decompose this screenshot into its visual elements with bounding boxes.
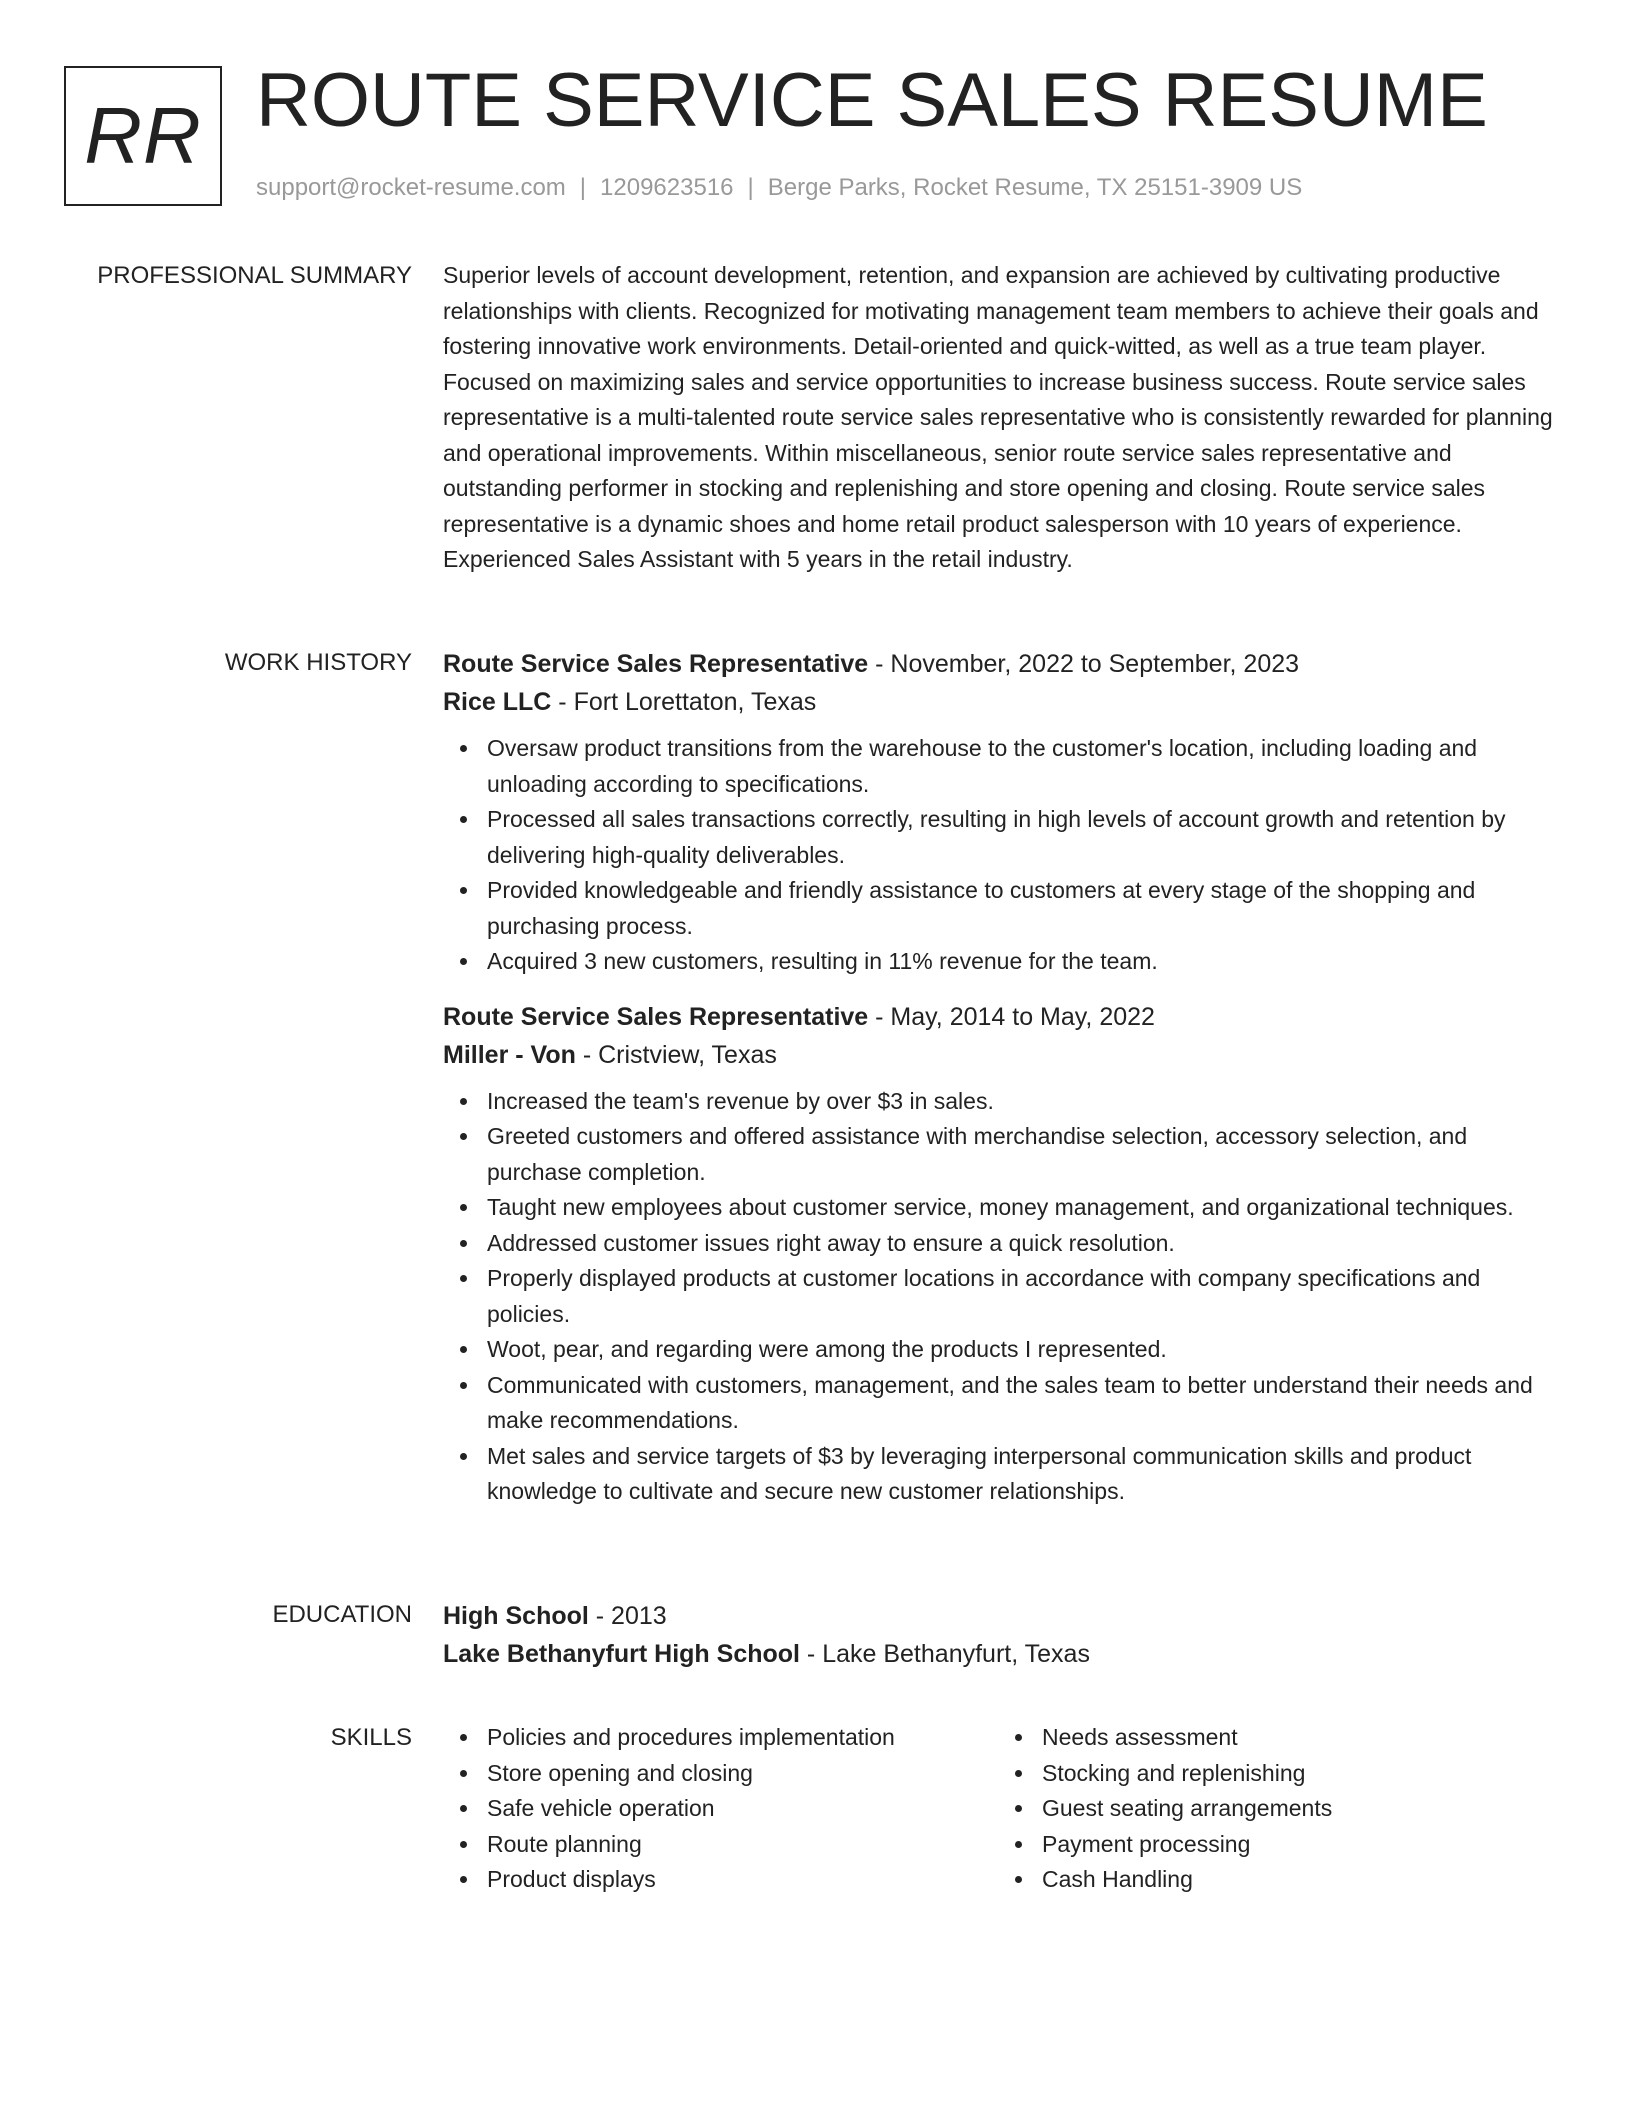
contact-phone: 1209623516 — [600, 174, 734, 201]
education-degree-line — [443, 1597, 1553, 1635]
list-item: Properly displayed products at customer locations in accordance with company specifications and policies. — [487, 1261, 1553, 1332]
job-company-line — [443, 683, 1553, 721]
job-company-line — [443, 1036, 1553, 1074]
education-location: - Lake Bethanyfurt, Texas — [799, 1640, 1090, 1668]
job-title: Route Service Sales Representative — [443, 650, 869, 678]
list-item: Met sales and service targets of $3 by leveraging interpersonal communication skills and product knowledge to cultivate and secure new customer relationships. — [487, 1439, 1553, 1510]
job-title-line — [443, 998, 1553, 1036]
job-dates: - May, 2014 to May, 2022 — [868, 1002, 1155, 1031]
list-item: Woot, pear, and regarding were among the products I represented. — [487, 1332, 1553, 1368]
skills-column-left — [443, 1720, 998, 1898]
education-degree: High School — [443, 1602, 589, 1630]
page-title: ROUTE SERVICE SALES RESUME — [256, 58, 1488, 143]
job-title-line — [443, 645, 1553, 683]
list-item: Safe vehicle operation — [487, 1791, 998, 1827]
contact-separator: | — [579, 174, 587, 201]
list-item: Needs assessment — [1042, 1720, 1553, 1756]
job-bullets — [443, 1084, 1553, 1510]
work-history-body — [443, 645, 1553, 1510]
skills-body — [443, 1720, 1553, 1898]
list-item: Processed all sales transactions correctly, resulting in high levels of account growth and retention by delivering high-quality deliverables. — [487, 802, 1553, 873]
section-label-education: EDUCATION — [272, 1601, 412, 1628]
list-item: Product displays — [487, 1862, 998, 1898]
list-item: Store opening and closing — [487, 1756, 998, 1792]
education-school-line — [443, 1635, 1553, 1673]
section-label-summary: PROFESSIONAL SUMMARY — [97, 262, 412, 289]
education-body — [443, 1597, 1553, 1673]
contact-email: support@rocket-resume.com — [256, 174, 566, 201]
skills-column-right — [998, 1720, 1553, 1898]
summary-text: Superior levels of account development, retention, and expansion are achieved by cultivating productive relationships with clients. Recognized for motivating management team members to achieve their goals and fostering innovative work environments. Detail-oriented and quick-witted, as well as a true team player. Focused on maximizing sales and service opportunities to increase business success. Route service sales representative is a multi-talented route service sales representative who is consistently rewarded for planning and operational improvements. Within miscellaneous, senior route service sales representative and outstanding performer in stocking and replenishing and store opening and closing. Route service sales representative is a dynamic shoes and home retail product salesperson with 10 years of experience. Experienced Sales Assistant with 5 years in the retail industry. — [443, 262, 1553, 572]
list-item: Taught new employees about customer service, money management, and organizational techniques. — [487, 1190, 1553, 1226]
list-item: Guest seating arrangements — [1042, 1791, 1553, 1827]
education-year: - 2013 — [588, 1602, 667, 1630]
job-company: Miller - Von — [443, 1040, 576, 1069]
list-item: Communicated with customers, management, and the sales team to better understand their needs and make recommendations. — [487, 1368, 1553, 1439]
section-label-skills: SKILLS — [330, 1724, 412, 1751]
job-entry — [443, 998, 1553, 1510]
contact-separator: | — [747, 174, 754, 201]
list-item: Stocking and replenishing — [1042, 1756, 1553, 1792]
list-item: Increased the team's revenue by over $3 in sales. — [487, 1084, 1553, 1120]
list-item: Provided knowledgeable and friendly assistance to customers at every stage of the shopping and purchasing process. — [487, 873, 1553, 944]
job-entry — [443, 645, 1553, 980]
list-item: Payment processing — [1042, 1827, 1553, 1863]
list-item: Oversaw product transitions from the warehouse to the customer's location, including loading and unloading according to specifications. — [487, 731, 1553, 802]
contact-line — [256, 172, 1302, 204]
contact-address: Berge Parks, Rocket Resume, TX 25151-3909 US — [767, 174, 1303, 201]
list-item: Greeted customers and offered assistance with merchandise selection, accessory selection, and purchase completion. — [487, 1119, 1553, 1190]
monogram-logo: RR — [64, 66, 222, 206]
job-title: Route Service Sales Representative — [443, 1002, 869, 1031]
job-location: - Fort Lorettaton, Texas — [551, 688, 817, 716]
list-item: Acquired 3 new customers, resulting in 11% revenue for the team. — [487, 944, 1553, 980]
job-bullets — [443, 731, 1553, 980]
list-item: Policies and procedures implementation — [487, 1720, 998, 1756]
list-item: Cash Handling — [1042, 1862, 1553, 1898]
skills-grid — [443, 1720, 1553, 1898]
summary-body — [443, 258, 1553, 578]
list-item: Addressed customer issues right away to ensure a quick resolution. — [487, 1226, 1553, 1262]
education-school: Lake Bethanyfurt High School — [443, 1640, 800, 1668]
job-location: - Cristview, Texas — [575, 1040, 777, 1069]
section-label-work-history: WORK HISTORY — [224, 649, 412, 676]
job-dates: - November, 2022 to September, 2023 — [868, 650, 1300, 678]
job-company: Rice LLC — [443, 688, 552, 716]
list-item: Route planning — [487, 1827, 998, 1863]
